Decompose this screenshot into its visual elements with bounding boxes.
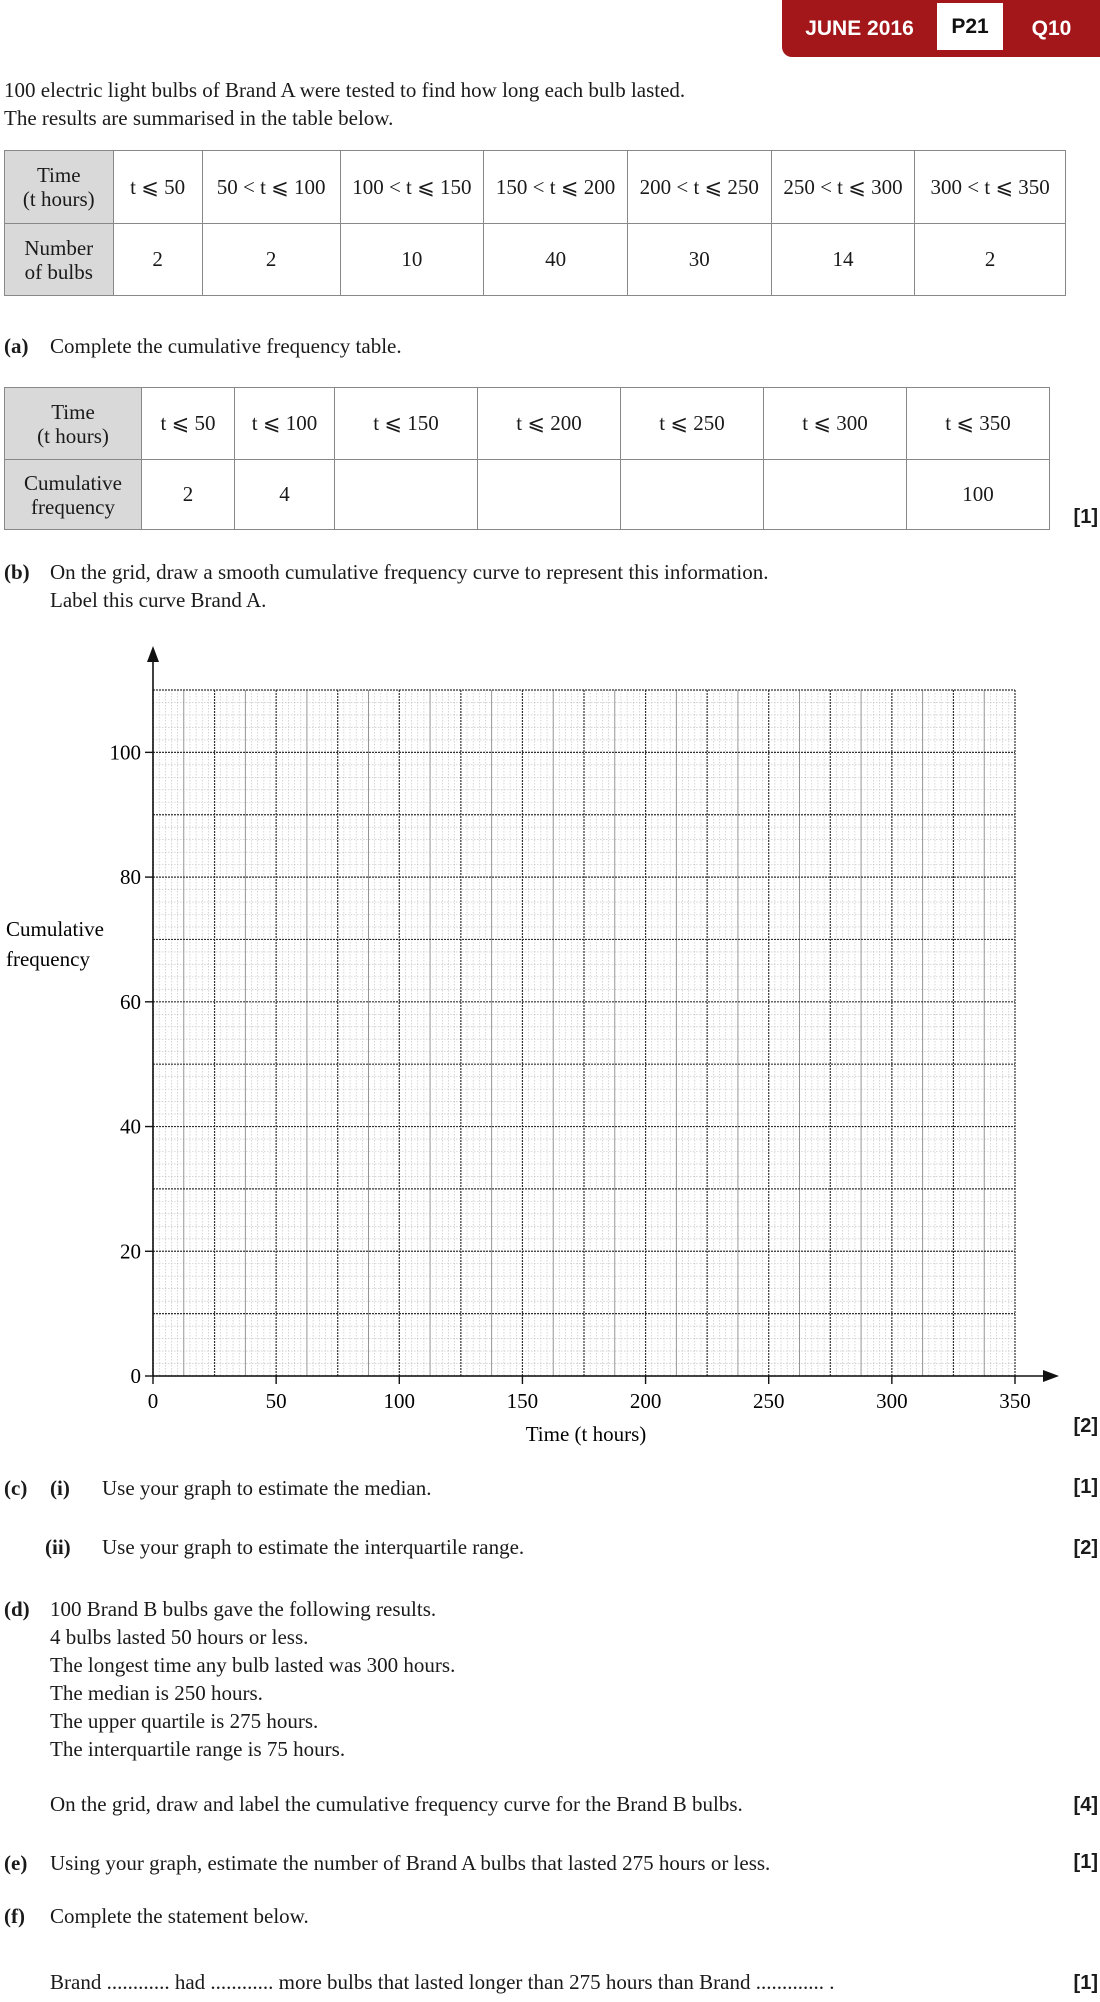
cumfreq-answer-cell[interactable]	[478, 460, 621, 530]
interval-cell: t ⩽ 50	[113, 151, 202, 224]
header-text: Cumulative	[24, 470, 122, 495]
part-c-i-text: Use your graph to estimate the median.	[102, 1476, 432, 1500]
cumfreq-cell: 100	[907, 460, 1050, 530]
header-text: Time	[51, 399, 95, 424]
bound-cell: t ⩽ 200	[478, 388, 621, 460]
cumfreq-answer-cell[interactable]	[621, 460, 764, 530]
part-a-mark: [1]	[1073, 506, 1098, 528]
part-e-text: Using your graph, estimate the number of Brand A bulbs that lasted 275 hours or less.	[50, 1851, 771, 1875]
count-cell: 30	[627, 224, 771, 296]
part-c-ii-mark: [2]	[1073, 1537, 1098, 1559]
cumfreq-answer-cell[interactable]	[764, 460, 907, 530]
bound-cell: t ⩽ 300	[764, 388, 907, 460]
part-a-label: (a)	[4, 334, 29, 358]
header-text: Time	[36, 163, 81, 187]
bound-cell: t ⩽ 250	[621, 388, 764, 460]
part-b-line-1: On the grid, draw a smooth cumulative frequency curve to represent this information.	[50, 560, 769, 584]
part-b-line-2: Label this curve Brand A.	[50, 588, 267, 612]
part-d-line: The median is 250 hours.	[50, 1681, 263, 1705]
part-f-statement[interactable]: Brand ............ had ............ more bulbs that lasted longer than 275 hours than Brand ............. .	[50, 1970, 835, 1994]
bound-cell: t ⩽ 350	[907, 388, 1050, 460]
part-d-mark: [4]	[1073, 1794, 1098, 1816]
bulbs-header-cell	[5, 224, 114, 296]
x-tick-label: 0	[147, 1389, 159, 1413]
cumfreq-header-cell	[5, 460, 142, 530]
bound-cell: t ⩽ 100	[235, 388, 335, 460]
y-tick-label: 60	[120, 989, 141, 1014]
cumfreq-cell: 4	[235, 460, 335, 530]
part-d-line: The interquartile range is 75 hours.	[50, 1737, 346, 1761]
part-e-label: (e)	[4, 1851, 28, 1875]
bound-cell: t ⩽ 50	[142, 388, 235, 460]
x-tick-label: 350	[999, 1389, 1031, 1413]
intro-line-2: The results are summarised in the table below.	[4, 106, 394, 130]
y-axis-label-line-2: frequency	[6, 947, 90, 971]
part-e-mark: [1]	[1073, 1851, 1098, 1873]
count-cell: 2	[915, 224, 1066, 296]
count-cell: 2	[202, 224, 340, 296]
part-d-line: 4 bulbs lasted 50 hours or less.	[50, 1625, 309, 1649]
part-b-mark: [2]	[1073, 1415, 1098, 1437]
interval-cell: 250 < t ⩽ 300	[771, 151, 915, 224]
y-axis-label-line-1: Cumulative	[6, 917, 104, 941]
interval-cell: 300 < t ⩽ 350	[915, 151, 1066, 224]
count-cell: 40	[484, 224, 628, 296]
part-d-line: The upper quartile is 275 hours.	[50, 1709, 319, 1733]
header-text: of bulbs	[24, 259, 93, 284]
x-tick-label: 250	[752, 1389, 785, 1413]
cumulative-frequency-table	[4, 387, 1050, 530]
interval-cell: 200 < t ⩽ 250	[627, 151, 771, 224]
part-c-i-mark: [1]	[1073, 1476, 1098, 1498]
part-f-mark: [1]	[1073, 1972, 1098, 1994]
interval-cell: 50 < t ⩽ 100	[202, 151, 340, 224]
x-tick-label: 100	[383, 1389, 416, 1413]
x-tick-label: 150	[506, 1389, 539, 1413]
cumfreq-answer-cell[interactable]	[335, 460, 478, 530]
header-text: Number	[24, 235, 94, 260]
part-d-label: (d)	[4, 1597, 30, 1621]
part-f-text: Complete the statement below.	[50, 1904, 309, 1928]
exam-date: JUNE 2016	[805, 16, 914, 40]
interval-cell: 150 < t ⩽ 200	[484, 151, 628, 224]
x-tick-label: 300	[876, 1389, 908, 1413]
paper-code: P21	[937, 3, 1003, 50]
part-d-instruction: On the grid, draw and label the cumulative frequency curve for the Brand B bulbs.	[50, 1792, 743, 1816]
intro-line-1: 100 electric light bulbs of Brand A were tested to find how long each bulb lasted.	[4, 78, 686, 102]
cumulative-frequency-grid[interactable]	[0, 640, 1100, 1460]
cumfreq-cell: 2	[142, 460, 235, 530]
count-cell: 2	[113, 224, 202, 296]
question-header-badge	[782, 0, 1100, 57]
part-a-text: Complete the cumulative frequency table.	[50, 334, 402, 358]
interval-cell: 100 < t ⩽ 150	[340, 151, 484, 224]
x-axis-label: Time (t hours)	[525, 1422, 647, 1446]
header-text: (t hours)	[37, 423, 109, 448]
part-c-label: (c)	[4, 1476, 28, 1500]
header-text: frequency	[31, 494, 115, 519]
x-axis-arrow	[1043, 1370, 1059, 1382]
part-c-i-label: (i)	[50, 1476, 70, 1500]
y-tick-label: 40	[120, 1114, 141, 1139]
part-b-label: (b)	[4, 560, 30, 584]
question-number: Q10	[1031, 16, 1072, 40]
y-tick-label: 0	[130, 1364, 141, 1388]
time-header-cell	[5, 388, 142, 460]
y-tick-label: 20	[120, 1239, 141, 1264]
bound-cell: t ⩽ 150	[335, 388, 478, 460]
x-tick-label: 200	[629, 1389, 662, 1413]
part-c-ii-label: (ii)	[45, 1535, 71, 1559]
count-cell: 10	[340, 224, 484, 296]
y-tick-label: 100	[109, 740, 141, 765]
x-tick-label: 50	[265, 1389, 287, 1413]
y-tick-label: 80	[120, 865, 141, 890]
y-axis-arrow	[147, 646, 159, 662]
part-f-label: (f)	[4, 1904, 25, 1928]
part-c-ii-text: Use your graph to estimate the interquartile range.	[102, 1535, 525, 1559]
count-cell: 14	[771, 224, 915, 296]
time-header-cell	[5, 151, 114, 224]
frequency-table	[4, 150, 1066, 296]
part-d-line: The longest time any bulb lasted was 300 hours.	[50, 1653, 456, 1677]
header-text: (t hours)	[22, 187, 95, 211]
part-d-line: 100 Brand B bulbs gave the following results.	[50, 1597, 437, 1621]
